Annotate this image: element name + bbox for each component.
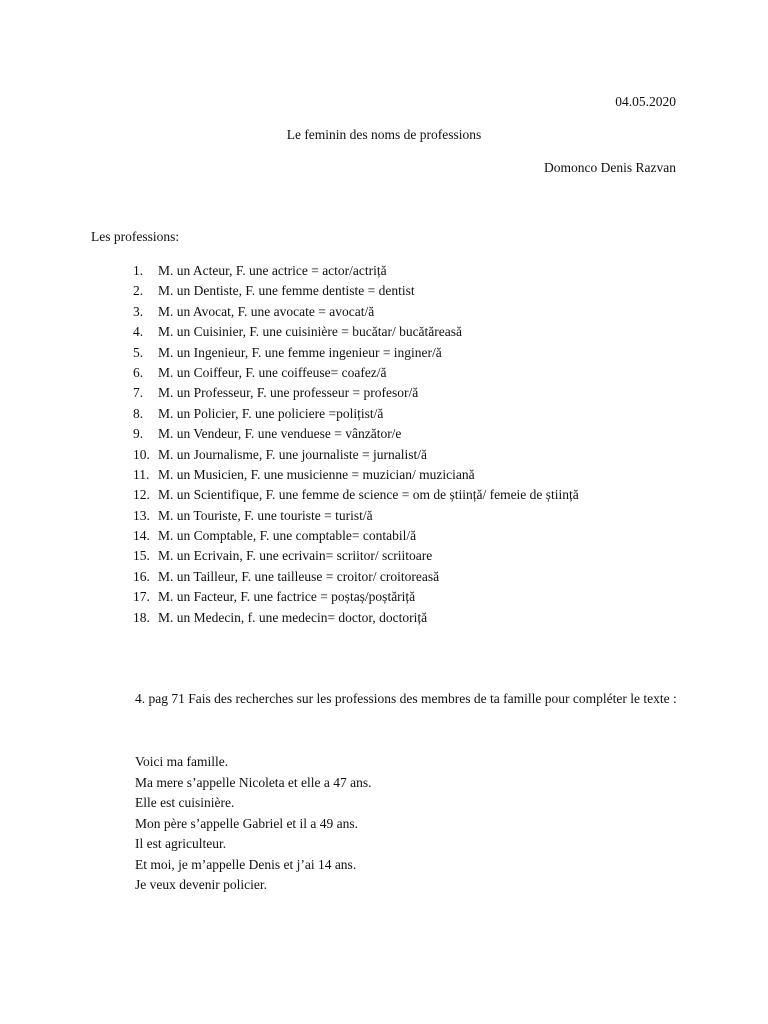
list-item xyxy=(133,546,579,566)
document-title: Le feminin des noms de professions xyxy=(286,127,482,142)
list-item xyxy=(133,261,579,281)
list-item-text: M. un Policier, F. une policiere =polițist/ă xyxy=(158,405,384,421)
family-line: Elle est cuisinière. xyxy=(135,795,235,810)
list-item-number: 16. xyxy=(133,568,150,584)
list-item xyxy=(133,343,579,363)
list-item-text: M. un Touriste, F. une touriste = turist/ă xyxy=(158,507,373,523)
list-item xyxy=(133,404,579,424)
professions-list xyxy=(133,261,579,628)
list-item xyxy=(133,424,579,444)
family-line: Mon père s’appelle Gabriel et il a 49 ans. xyxy=(135,815,359,831)
list-item-text: M. un Vendeur, F. une venduese = vânzător/e xyxy=(158,426,402,442)
family-line: Voici ma famille. xyxy=(135,754,229,769)
list-item-text: M. un Avocat, F. une avocate = avocat/ă xyxy=(158,303,375,319)
document-date: 04.05.2020 xyxy=(615,94,676,109)
list-item-number: 11. xyxy=(133,466,150,482)
list-item-text: M. un Musicien, F. une musicienne = muzician/ muziciană xyxy=(158,466,475,482)
list-item-number: 10. xyxy=(133,446,150,462)
list-item-number: 6. xyxy=(133,364,144,380)
list-item-number: 8. xyxy=(133,405,144,421)
list-item-number: 3. xyxy=(133,303,144,319)
list-item-text: M. un Scientifique, F. une femme de science = om de știință/ femeie de știință xyxy=(158,487,579,503)
list-item-text: M. un Coiffeur, F. une coiffeuse= coafez/ă xyxy=(158,364,387,380)
list-item xyxy=(133,506,579,526)
list-item xyxy=(133,587,579,607)
list-item-text: M. un Ingenieur, F. une femme ingenieur = inginer/ă xyxy=(158,344,442,360)
family-line: Ma mere s’appelle Nicoleta et elle a 47 ans. xyxy=(135,774,372,790)
list-item-number: 18. xyxy=(133,609,150,625)
list-item-number: 1. xyxy=(133,263,144,278)
list-item-number: 4. xyxy=(133,324,144,340)
list-item-text: M. un Dentiste, F. une femme dentiste = dentist xyxy=(158,283,415,299)
author-name: Domonco Denis Razvan xyxy=(544,160,676,175)
family-line: Et moi, je m’appelle Denis et j’ai 14 ans. xyxy=(135,856,357,872)
list-item-text: M. un Journalisme, F. une journaliste = jurnalist/ă xyxy=(158,446,427,462)
list-item-text: M. un Cuisinier, F. une cuisinière = bucătar/ bucătăreasă xyxy=(158,324,463,340)
list-item-number: 14. xyxy=(133,528,150,544)
professions-heading: Les professions: xyxy=(91,229,180,244)
list-item xyxy=(133,281,579,301)
list-item xyxy=(133,526,579,546)
list-item xyxy=(133,485,579,505)
list-item xyxy=(133,363,579,383)
list-item-number: 9. xyxy=(133,426,144,442)
family-line: Je veux devenir policier. xyxy=(135,877,267,892)
list-item-number: 2. xyxy=(133,283,144,299)
list-item-number: 15. xyxy=(133,548,150,564)
list-item-text: M. un Acteur, F. une actrice = actor/actriță xyxy=(158,263,387,278)
family-line: Il est agriculteur. xyxy=(135,836,227,851)
exercise-instruction: 4. pag 71 Fais des recherches sur les professions des membres de ta famille pour compléter le texte : xyxy=(135,691,677,706)
list-item xyxy=(133,608,579,628)
family-text xyxy=(135,752,372,896)
list-item-text: M. un Facteur, F. une factrice = poștaș/poștăriță xyxy=(158,589,416,605)
list-item-text: M. un Professeur, F. une professeur = profesor/ă xyxy=(158,385,419,401)
list-item-number: 12. xyxy=(133,487,150,503)
list-item-number: 7. xyxy=(133,385,144,401)
list-item xyxy=(133,445,579,465)
list-item-text: M. un Comptable, F. une comptable= contabil/ă xyxy=(158,528,417,544)
list-item xyxy=(133,383,579,403)
list-item xyxy=(133,465,579,485)
list-item-number: 5. xyxy=(133,344,144,360)
list-item-number: 13. xyxy=(133,507,150,523)
list-item xyxy=(133,302,579,322)
list-item-text: M. un Medecin, f. une medecin= doctor, doctoriță xyxy=(158,609,428,625)
list-item xyxy=(133,567,579,587)
list-item-number: 17. xyxy=(133,589,150,605)
list-item-text: M. un Tailleur, F. une tailleuse = croitor/ croitoreasă xyxy=(158,568,440,584)
list-item-text: M. un Ecrivain, F. une ecrivain= scriitor/ scriitoare xyxy=(158,548,433,564)
list-item xyxy=(133,322,579,342)
